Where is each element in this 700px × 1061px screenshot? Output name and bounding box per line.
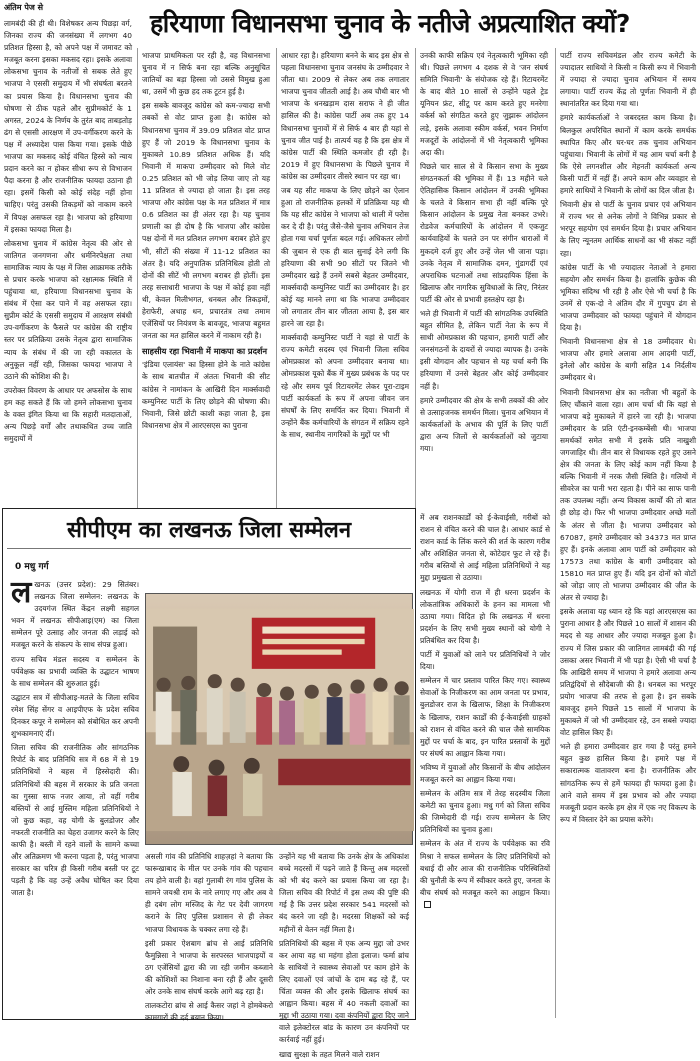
person-body: [394, 695, 410, 744]
person-body: [373, 692, 389, 745]
drop-cap: ल: [11, 575, 32, 610]
paragraph: तालकटोरा ब्रांच से आई कैसर जहां ने होमबेकरो कामगारों की दर्द बयान किया।: [145, 1001, 273, 1023]
person-body: [207, 688, 223, 744]
person-head: [395, 681, 409, 695]
paragraph: उन्होंने यह भी बताया कि उनके क्षेत्र के अधिकांश बच्चे मदरसों में पढ़ने जाते हैं किन्तु अब मदरसों को भी बंद करने का प्रयास किया जा रहा है। जिला सचिव की रिपोर्ट में इस तथ्य की पुष्टि की गई है कि उत्तर प्रदेश सरकार 541 मदरसों को बंद करने जा रही है। मदरसा शिक्षकों को कई महीनों से वेतन नहीं मिला है।: [279, 852, 409, 934]
paragraph: इस सबके बावजूद कांग्रेस को कम-ज्यादा सभी तबकों से वोट प्राप्त हुआ है। कांग्रेस को विधानसभा चुनाव में 39.09 प्रतिशत वोट प्राप्त हुए हैं जो 2019 के विधानसभा चुनाव के मुकाबले 10.89 प्रतिशत अधिक हैं। यदि भिवानी में माकपा उम्मीदवार को मिले वोट 0.25 प्रतिशत को भी जोड़ लिया जाए तो यह 11 प्रतिशत से ज्यादा हो जाता है। इस तरह भाजपा और कांग्रेस पक्ष के मत प्रतिशत में मात्र 0.6 प्रतिशत का ही अंतर रहा है। यह चुनाव प्रणाली का ही दोष है कि भाजपा और कांग्रेस पक्ष दोनों में मत प्रतिशत लगभग बराबर होते हुए भी, सीटों की संख्या में 11-12 प्रतिशत का अंतर है। यदि अनुपातिक प्रतिनिधित्व होती तो दोनों की सीटें भी लगभग बराबर ही होतीं। इस तरह सत्ताधारी भाजपा के पक्ष में कोई हवा नहीं थी, केवल मिलीभगत, धनबल और तिकड़मों, हेराफेरी, अथाह धन, प्रचारतंत्र तथा तमाम एजेंसियों पर नियंत्रण के बावजूद, भाजपा बहुमत जनता का मत हासिल करने में नाकाम रही है।: [142, 101, 270, 341]
conference-photo-illustration: [146, 594, 414, 846]
paragraph: भले ही भिवानी में पार्टी की सांगठनिक उपस्थिति बहुत सीमित है, लेकिन पार्टी नेता के रूप में साथी ओमप्रकाश की पहचान, हमारी पार्टी और जनसंगठनों के दायरों से ज्यादा व्यापक है। उनके इसी योगदान और पहचान से यह चर्चा बनी कि हरियाणा में उनसे बेहतर और कोई उम्मीदवार नहीं है।: [420, 308, 548, 391]
column-rule: [415, 48, 416, 508]
paragraph: प्रतिनिधियों की बहस में एक अन्य मुद्दा जो उभर कर आया वह था महंगा होता इलाज। फर्मा ब्रांच के साथियों ने स्वास्थ्य सेवाओं पर काम होने के लिए दवाओं एवं जांचों के दाम बढ़ रहे हैं, पर चिंता व्यक्त की और इसके खिलाफ संघर्ष का आह्वान किया। बहस में 40 नकली दवाओं का मुद्दा भी उठाया गया। दवा कंपनियों द्वारा दिए जाने वाले इलेक्टोरल बांड के कारण उन कंपनियों पर कार्रवाई नहीं हुई।: [279, 938, 410, 1045]
paragraph: हमारे कार्यकर्ताओं ने जबरदस्त काम किया है। बिलकुल अपरिचित स्थानों में काम करके समर्थक स्थापित किए और घर-घर तक चुनाव अभियान पहुंचाया। भिवानी के लोगों में यह आम चर्चा बनी है कि ऐसे लगनशील और मेहनती कार्यकर्ता अन्य किसी पार्टी में नहीं हैं। अपने काम और व्यवहार से हमारे साथियों ने भिवानी के लोगों का दिल जीता है।: [560, 113, 696, 196]
article-column-4: [420, 50, 548, 506]
photo-table: [278, 759, 410, 785]
person-body: [208, 776, 227, 817]
paragraph: उनकी काफी सक्रिय एवं नेतृत्वकारी भूमिका रही थी। पिछले लगभग 4 दशक से वे 'जन संघर्ष समिति भिवानी' के संयोजक रहे हैं। रिटायरमेंट के बाद बीते 10 सालों से उन्होंने पहले ट्रेड यूनियन फ्रंट, सीटू पर काम करते हुए मनरेगा वर्कर्स को संगठित करते हुए जुझारू आंदोलन लड़े, इसके अलावा स्कीम वर्कर्स, भवन निर्माण मजदूरों के आंदोलनों में भी नेतृत्वकारी भूमिका अदा की।: [420, 51, 548, 157]
seated-group: [172, 756, 262, 816]
paragraph: 'इंडिया एलायंस' का हिस्सा होने के नाते कांग्रेस के साथ बातचीत में अंततः भिवानी की सीट कांग्रेस ने नामांकन के आखिरी दिन मार्क्सवादी कम्युनिस्ट पार्टी के लिए छोड़ने की घोषणा की। भिवानी, जिसे छोटी काशी कहा जाता है, इस विधानसभा क्षेत्र में आरएसएस का पुराना: [142, 360, 270, 430]
article-column-2: [142, 50, 270, 506]
article-column-3: [281, 50, 409, 506]
paragraph: सम्मेलन के अंतिम सत्र में तेरह सदस्यीय जिला कमेटी का चुनाव हुआ। मधु गर्ग को जिला सचिव की जिम्मेदारी दी गई। राज्य सम्मेलन के लिए प्रतिनिधियों का चुनाव हुआ।: [420, 789, 550, 835]
paragraph-text: सम्मेलन के अंत में राज्य के पर्यवेक्षक का रवि मिश्रा ने सफल सम्मेलन के लिए प्रतिनिधियों को बधाई दी और आज की राजनीतिक परिस्थितियों की चुनौती के रूप में स्वीकार करते हुए, जनता के बीच संघर्ष को मजबूत करने का आह्वान किया।: [420, 839, 550, 897]
paragraph: में अब राशनकार्डों को ई-केवाईसी, गरीबों को राशन से वंचित करने की चाल है। आधार कार्ड से राशन कार्ड के लिंक करने की शर्त के कारण गरीब और अशिक्षित जनता से, कोटेदार फूट ले रहे हैं। गरीब बस्तियों से आई महिला प्रतिनिधियों ने यह मुद्दा प्रमुखता से उठाया।: [420, 513, 550, 583]
paragraph: आधार रहा है। हरियाणा बनने के बाद इस क्षेत्र से पहला विधानसभा चुनाव जनसंघ के उम्मीदवार ने जीता था। 2009 से लेकर अब तक लगातार भाजपा चुनाव जीतती आई है। अब चौथी बार भी भाजपा के धनखड़ाम दास सराफ ने ही जीत हासिल की है। कांग्रेस पार्टी अब तक हुए 14 विधानसभा चुनावों में से सिर्फ 4 बार ही यहां से चुनाव जीत पाई है। तात्पर्य यह है कि इस क्षेत्र में कांग्रेस पार्टी की स्थिति कमजोर ही रही है। 2019 में हुए विधानसभा के पिछले चुनाव में कांग्रेस का उम्मीदवार तीसरे स्थान पर रहा था।: [281, 51, 409, 181]
paragraph: कांग्रेस पार्टी के भी ज्यादातर नेताओं ने हमारा सहयोग और समर्थन किया है। हालांकि कुछेक की भूमिका संदिग्ध भी रही है और ऐसे भी चर्चा है कि उनमें से एक-दो ने अंतिम दौर में गुपचुप ढंग से भाजपा उम्मीदवार को फायदा पहुंचाने में योगदान दिया है।: [560, 262, 696, 333]
paragraph: खाद्य सुरक्षा के तहत मिलने वाले राशन: [279, 1049, 380, 1059]
person-body: [243, 774, 262, 816]
paragraph: भिवानी विधानसभा क्षेत्र का नतीजा भी बहुतों के लिए चौंकाने वाला रहा। आम चर्चा थी कि यहां से भाजपा बड़े मुकाबले में हारने जा रही है। भाजपा उम्मीदवार के प्रति एंटी-इनकम्बेंसी थी। भाजपा समर्थकों समेत सभी में इसके प्रति नाखुशी जगजाहिर थी। तीन बार से विधायक रहते हुए उसने क्षेत्र की जनता के लिए कोई काम नहीं किया है बल्कि भिवानी में नरक जैसी स्थिति है। गलियों में सीवरेज का पानी भरा रहता है। पीने का साफ पानी तक उपलब्ध नहीं। अन्य विकास कार्यों की तो बात ही छोड़ दो। फिर भी भाजपा उम्मीदवार अच्छे मतों के अंतर से जीता है। भाजपा उम्मीदवार को 67087, हमारे उम्मीदवार को 34373 मत प्राप्त हुए हैं। इनके अलावा आम पार्टी को उम्मीदवार को 17573 तथा कांग्रेस के बागी उम्मीदवार को 15810 मत प्राप्त हुए हैं। यदि इन दोनों को वोटों को जोड़ा जाए तो भाजपा उम्मीदवार की जीत के अंतर से ज्यादा है।: [560, 387, 696, 603]
person-head: [280, 687, 294, 701]
paragraph: पिछले चार साल से वे किसान सभा के मुख्य संगठनकर्ता की भूमिका में हैं। 13 महीने चले ऐतिहासिक किसान आंदोलन में उनकी भूमिका के चलते वे किसान सभा ही नहीं बल्कि पूरे किसान आंदोलन के प्रमुख नेता बनकर उभरे। रोडवेज कर्मचारियों के आंदोलन में एकजुट कार्यवाहियों के चलते उन पर संगीन धाराओं में मुकदमे दर्ज हुए और उन्हें जेल भी जाना पड़ा। उनके नेतृत्व में सामाजिक दमन, गुंडागर्दी एवं अपराधिक घटनाओं तथा सांप्रदायिक हिंसा के खिलाफ और नागरिक सुविधाओं के लिए, निरंतर पार्टी की ओर से प्रभावी हस्तक्षेप रहा है।: [420, 161, 548, 304]
person-head: [157, 678, 171, 692]
cpim-column-1: [11, 575, 139, 1017]
paragraph: भविष्य में युवाओं और किसानों के बीच आंदोलन मजबूत करने का आह्वान किया गया।: [420, 762, 550, 784]
article-column-5: [560, 50, 696, 1018]
person-body: [327, 697, 343, 745]
person-head: [351, 679, 365, 693]
paragraph: पार्टी राज्य सचिवमंडल और राज्य कमेटी के ज्यादातर साथियों ने किसी न किसी रूप में भिवानी में ज्यादा से ज्यादा चुनाव अभियान में समय लगाया। पार्टी राज्य केंद्र तो पूर्णतः भिवानी में ही स्थानांतरित कर दिया गया था।: [560, 51, 696, 109]
paragraph: भाजपा प्राथमिकता पर रही है, वह विधानसभा चुनाव में न सिर्फ बना रहा बल्कि अनुसूचित जातियों का बड़ा हिस्सा जो उससे विमुख हुआ था, उसमें भी कुछ हद तक टूटन हुई है।: [142, 51, 270, 97]
person-head: [173, 756, 189, 772]
paragraph: उपरोक्त विवरण के आधार पर अफसोस के साथ हम कह सकते हैं कि जो हमने लोकसभा चुनाव के वक्त इंगित किया था कि सहारी मतदाताओं, अन्य पिछड़े वर्गों और तथाकथित उच्च जाति समुदायों में: [4, 385, 132, 444]
person-head: [328, 683, 342, 697]
cpim-column-3: [279, 851, 410, 1059]
paragraph: भिवानी क्षेत्र से पार्टी के चुनाव प्रचार एवं अभियान में राज्य भर से अनेक लोगों ने विभिन्न प्रकार से भरपूर सहयोग एवं समर्थन दिया है। प्रचार अभियान के लिए न्यूनतम आर्थिक साधनों का भी संकट नहीं रहा।: [560, 200, 696, 258]
banner-strip: [262, 627, 364, 634]
person-head: [231, 678, 245, 692]
paragraph: लखनऊ में योगी राज में ही धरना प्रदर्शन के लोकतांत्रिक अधिकारों के हनन का मामला भी उठाया गया। विदित हो कि लखनऊ में धरना प्रदर्शन के लिए सभी मुख्य स्थानों को योगी ने प्रतिबंधित कर दिया है।: [420, 587, 550, 645]
article-headline: हरियाणा विधानसभा चुनाव के नतीजे अप्रत्याशित क्यों?: [150, 9, 630, 38]
column-rule: [137, 48, 138, 508]
person-head: [244, 758, 260, 774]
paragraph: राज्य सचिव मंडल सदस्य व सम्मेलन के पर्यवेक्षक का प्रभावी व्यक्ति के उद्घाटन भाषण के साथ सम्मेलन की शुरुआत हुई।: [11, 654, 139, 688]
cpim-article-title: सीपीएम का लखनऊ जिला सम्मेलन: [7, 513, 411, 549]
person-body: [304, 699, 320, 745]
person-body: [156, 692, 172, 745]
cpim-column-2: [145, 851, 273, 1023]
paragraph: जिला सचिव की राजनीतिक और सांगठनिक रिपोर्ट के बाद प्रतिनिधि सत्र में 68 में से 19 प्रतिनिधियों ने बहस में हिस्सेदारी की। प्रतिनिधियों की बहस में सरकार के प्रति जनता का गुस्सा साफ नजर आया, तो वहीं गरीब बस्तियों से आई मुस्लिम महिला प्रतिनिधियों ने जो कुछ कहा, वह योगी के बुलडोजर और नफरती राजनीति का चेहरा उजागर करने के लिए काफी है। बस्ती में रहने वालों के सामने कच्चा और अतिक्रमण भी करना पड़ता है, परंतु भाजपा सरकार का चरित्र ही किसी गरीब बस्ती पर टूट पड़ती है कि वह उन्हें अवैध घोषित कर दिया जाता है।: [11, 743, 139, 898]
paragraph: इसी प्रकार ऐशबाग ब्रांच से आई प्रतिनिधि फैमुन्निसा ने भाजपा के सरपरस्त भाजपाइयों व ठग एजेंसियों द्वारा की जा रही जमीन कब्जाने की कोशिशों का निशाना बना रही हैं और दूसरी ओर उनके साथ संघर्ष करके आगे बढ़ रहा है।: [145, 938, 273, 997]
running-head: अंतिम पेज से: [4, 3, 43, 12]
cpim-article-box: [2, 508, 416, 1059]
paragraph: भले ही हमारा उम्मीदवार हार गया है परंतु हमने बहुत कुछ हासिल किया है। हमारे पक्ष में सकारात्मक वातावरण बना है। राजनीतिक और सांगठनिक रूप से हमें फायदा ही फायदा हुआ है। आने वाले समय में इस प्रभाव को और ज्यादा मजबूती प्रदान करके हम क्षेत्र में एक नए विकल्प के रूप में विस्तार देने का प्रयास करेंगे।: [560, 742, 696, 824]
paragraph: लामबंदी की ही थी। विशेषकर अन्य पिछड़ा वर्ग, जिनका राज्य की जनसंख्या में लगभग 40 प्रतिशत हिस्सा है, को अपने पक्ष में जमावट को मजबूत करना इसका मकसद रहा। इसके अलावा लोकसभा चुनाव के नतीजों से सबक लेते हुए भाजपा ने एससी समुदाय में भी संघर्षता बरतने का प्रयास किया है। विधानसभा चुनाव की घोषणा से ठीक पहले और सुप्रीमकोर्ट के 1 अगस्त, 2024 के निर्णय के तुरंत बाद ताबड़तोड़ ढंग से एससी आरक्षण में उप-वर्गीकरण करने के पक्ष में अध्यादेश पास किया गया। इसके पीछे भाजपा का मकसद कोई वंचित हिस्से को न्याय प्रदान करने का न होकर सीधा रूप से विभाजन पैदा करना है और राजनीतिक फायदा उठाना ही रहा। इसमें किसी को कोई संदेह नहीं होना चाहिए। परंतु उसकी तिकड़मों को नाकाम करने में विपक्ष असफल रहा है। भाजपा को हरियाणा में इसका फायदा मिला है।: [4, 19, 132, 234]
person-body: [172, 772, 191, 816]
person-head: [209, 760, 225, 776]
person-body: [279, 701, 295, 745]
person-body: [180, 690, 196, 745]
paragraph: मार्क्सवादी कम्युनिस्ट पार्टी ने यहां से पार्टी के राज्य कमेटी सदस्य एवं भिवानी जिला सचिव ओमप्रकाश को अपना उम्मीदवार बनाया था। ओमप्रकाश यूको बैंक में मुख्य प्रबंधक के पद पर रहे और समय पूर्व रिटायरमेंट लेकर पूरा-टाइम पार्टी कार्यकर्ता के रूप में अपना जीवन जन संघर्षों के लिए समर्पित कर दिया। भिवानी में उन्होंने बैंक कर्मचारियों के संगठन में सक्रिय रहने के साथ, स्थानीय नागरिकों के मुद्दों पर भी: [281, 333, 409, 439]
paragraph: भिवानी विधानसभा क्षेत्र से 18 उम्मीदवार थे। भाजपा और हमारे अलावा आम आदमी पार्टी, इनेलो और कांग्रेस के बागी सहित 14 निर्दलीय उम्मीदवार थे।: [560, 337, 696, 383]
paragraph: लोकसभा चुनाव में कांग्रेस नेतृत्व की ओर से जातिगत जनगणना और धर्मनिरपेक्षता तथा सामाजिक न्याय के पक्ष में जिस आक्रामक तरीके से प्रचार करके भाजपा को रक्षात्मक स्थिति में पहुंचाया था, हरियाणा विधानसभा चुनाव के संबंध में ऐसा कर पाने में वह असफल रहा। सुप्रीम कोर्ट के एससी समुदाय में आरक्षण संबंधी उप-वर्गीकरण के फैसले पर कांग्रेस की राष्ट्रीय स्तर पर प्रतिक्रिया उसके नेतृत्व द्वारा सामाजिक न्याय के संबंध में की जा रही वकालत के अनुकूल नहीं रही, जिसका फायदा भाजपा ने उठाने की कोशिश की है।: [4, 238, 132, 381]
paragraph: [11, 575, 139, 652]
paragraph: [420, 838, 550, 911]
paragraph: इसके अलावा यह ध्यान रहे कि यहां आरएसएस का पुराना आधार है और पिछले 10 सालों में शासन की मदद से यह आधार और ज्यादा मजबूत हुआ है। राज्य में जिस प्रकार की जातिगत लामबंदी की गई उसका असर भिवानी में भी पड़ा है। ऐसी भी चर्चा है कि आखिरी समय में भाजपा ने हमारे अलावा अन्य प्रतिद्वंदियों से सौदेबाजी की है। धनबल का भरपूर प्रयोग भाजपा की तरफ से हुआ है। इन सबके बावजूद हमने पिछले 15 सालों में भाजपा के मुकाबले में जो भी उम्मीदवार रहे, उन सबसे ज्यादा वोट हासिल किए हैं।: [560, 607, 696, 738]
person-head: [257, 683, 271, 697]
paragraph-text: खनऊ (उत्तर प्रदेश): 29 सितंबर। लखनऊ जिला सम्मेलन: लखनऊ के उदयगंज स्थित केंद्रन लक्ष्मी सहगल भवन में लखनऊ सीपीआइ(एम) का जिला सम्मेलन पूरे उत्साह और जनता की लड़ाई को मजबूत करने के संकल्प के साथ संपन्न हुआ।: [11, 580, 139, 650]
person-body: [256, 697, 272, 745]
end-mark-icon: [424, 901, 431, 908]
person-head: [373, 678, 387, 692]
paragraph: हमारे उम्मीदवार की क्षेत्र के सभी तबकों की ओर से उत्साहजनक समर्थन मिला। चुनाव अभियान में कार्यकर्ताओं के अभाव की पूर्ति के लिए पार्टी द्वारा अन्य जिलों से कार्यकर्ताओं को जुटाया गया।: [420, 395, 548, 453]
article-column-1: [4, 18, 132, 506]
paragraph: असली गांव की प्रतिनिधि शाहज़हां ने बताया कि फारूखाबाद के मील पर उनके गांव की पहचान तय होने वाली है। वहां गुलाबी रंग गांव पुलिस के सामने जयश्री राम के नारे लगाए गए और अब वे ही दबंग लोग मस्जिद के गेट पर देवी जागरण कराने के लिए पुलिस प्रशासन से ही लेकर भाजपा विधायक के चक्कर लगा रहे हैं।: [145, 852, 273, 934]
column-rule: [276, 48, 277, 508]
paragraph: उद्घाटन सत्र में सीपीआइ-मतले के जिला सचिव रमेश सिंह सेंगर व आइपीएफ के प्रदेश सचिव दिनकर कपूर ने सम्मेलन को संबोधित कर अपनी शुभकामनाएं दीं।: [11, 692, 139, 739]
person-body: [350, 694, 366, 745]
person-body: [230, 692, 246, 743]
cpim-article-byline: 0 मधु गर्ग: [15, 562, 49, 572]
person-head: [208, 674, 222, 688]
person-head: [181, 676, 195, 690]
person-head: [305, 685, 319, 699]
paragraph: पार्टी में युवाओं को लाने पर प्रतिनिधियों ने जोर दिया।: [420, 650, 550, 672]
paragraph: जब यह सीट माकपा के लिए छोड़ने का ऐलान हुआ तो राजनीतिक हलकों में प्रतिक्रिया यह थी कि यह सीट कांग्रेस ने भाजपा को थाली में परोस कर दे दी है। परंतु जैसे-जैसे चुनाव अभियान तेज होता गया चर्चा पूर्णतः बदल गई। अधिकतर लोगों की जुबान से एक ही बात सुनाई देने लगी कि हरियाणा की सभी 90 सीटों पर जितने भी उम्मीदवार खड़े हैं उनमें सबसे बेहतर उम्मीदवार, मार्क्सवादी कम्युनिस्ट पार्टी का उम्मीदवार है। हर कोई यह मानने लगा था कि भाजपा उम्मीदवार जो लगातार तीन बार जीतता आया है, इस बार हारने जा रहा है।: [281, 186, 409, 329]
cpim-column-4: [420, 512, 550, 1016]
paragraph: सम्मेलन में चार प्रस्ताव पारित किए गए। स्वास्थ्य सेवाओं के निजीकरण का आम जनता पर प्रभाव, बुलडोजर राज के खिलाफ, शिक्षा के निजीकरण के खिलाफ, राशन कार्डों की ई-केवाईसी ग्राहकों को राशन से वंचित करने की चाल जैसे सामयिक मुद्दों पर चर्चा के बाद, इन पारित प्रस्तावों के मुद्दों पर संघर्ष का आह्वान किया गया।: [420, 676, 550, 758]
conference-photo: [145, 593, 413, 845]
section-subhead: साहसीय रहा भिवानी में माकपा का प्रदर्शन: [142, 346, 268, 357]
column-rule: [555, 48, 556, 1018]
banner-strip: [262, 649, 341, 654]
banner-strip: [262, 639, 364, 644]
